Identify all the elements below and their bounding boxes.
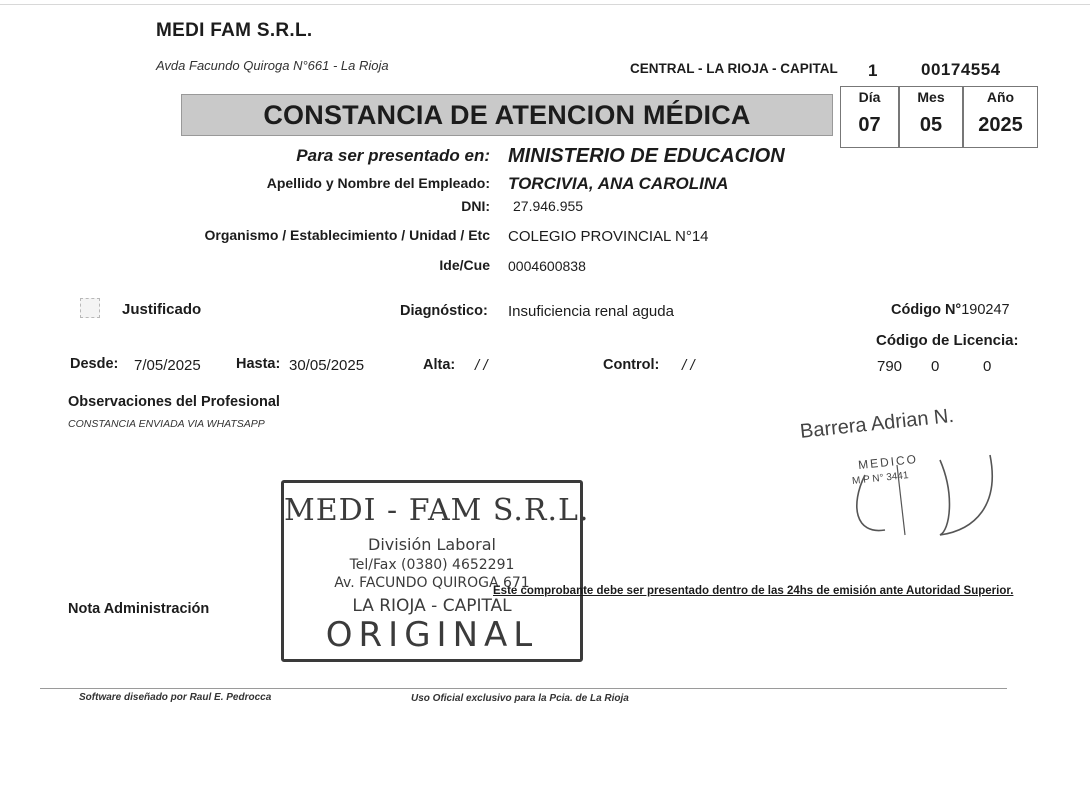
licencia-value-2: 0: [931, 358, 940, 375]
alta-value: / /: [475, 357, 488, 374]
notice-text: Este comprobante debe ser presentado dentro de las 24hs de emisión ante Autoridad Superior.: [493, 585, 1014, 597]
top-border-line: [0, 4, 1090, 5]
stamp-line-1: MEDI - FAM S.R.L.: [284, 493, 590, 528]
ide-value: 0004600838: [508, 258, 586, 274]
licencia-label: Código de Licencia:: [876, 332, 1019, 349]
justificado-label: Justificado: [122, 301, 202, 318]
signature-scribble: [845, 435, 1005, 545]
stamp-line-3: Tel/Fax (0380) 4652291: [349, 557, 515, 573]
date-day-value: 07: [858, 114, 881, 136]
codigo-value: 190247: [961, 302, 1010, 318]
licencia-value-3: 0: [983, 358, 992, 375]
justificado-checkbox[interactable]: [80, 298, 100, 318]
org-label: Organismo / Establecimiento / Unidad / Etc: [204, 227, 490, 243]
date-year-label: Año: [986, 89, 1015, 105]
presented-value: MINISTERIO DE EDUCACION: [508, 145, 785, 167]
company-name: MEDI FAM S.R.L.: [156, 20, 313, 41]
document-title-text: CONSTANCIA DE ATENCION MÉDICA: [263, 99, 751, 130]
alta-label: Alta:: [423, 357, 456, 373]
employee-value: TORCIVIA, ANA CAROLINA: [508, 174, 729, 193]
signature-mp: M.P N° 3441: [851, 470, 910, 487]
desde-label: Desde:: [70, 356, 119, 372]
date-year-value: 2025: [978, 114, 1023, 136]
stamp-line-5: LA RIOJA - CAPITAL: [352, 596, 512, 616]
footer-center: Uso Oficial exclusivo para la Pcia. de La Rioja: [411, 693, 629, 704]
company-address: Avda Facundo Quiroga N°661 - La Rioja: [156, 58, 389, 73]
hasta-value: 30/05/2025: [289, 357, 365, 374]
date-month-label: Mes: [917, 89, 945, 105]
desde-value: 7/05/2025: [134, 357, 201, 374]
date-month-value: 05: [919, 114, 943, 136]
document-number: 00174554: [921, 60, 1001, 79]
dni-value: 27.946.955: [513, 198, 584, 214]
stamp-line-2: División Laboral: [368, 535, 496, 554]
signature-name: Barrera Adrian N.: [799, 404, 955, 443]
dni-label: DNI:: [461, 198, 490, 214]
employee-label: Apellido y Nombre del Empleado:: [266, 175, 490, 191]
control-label: Control:: [603, 357, 660, 373]
company-stamp: [281, 480, 590, 662]
stamp-line-6: ORIGINAL: [325, 615, 539, 655]
location-label: CENTRAL - LA RIOJA - CAPITAL: [630, 61, 838, 76]
signature-title: MEDICO: [857, 451, 919, 473]
footer-divider: [40, 688, 1007, 689]
observations-label: Observaciones del Profesional: [68, 394, 280, 410]
hasta-label: Hasta:: [236, 356, 281, 372]
nota-label: Nota Administración: [68, 601, 210, 617]
presented-label: Para ser presentado en:: [296, 146, 490, 165]
observations-value: CONSTANCIA ENVIADA VIA WHATSAPP: [68, 418, 265, 430]
date-month-box: [899, 86, 963, 148]
date-year-box: [963, 86, 1038, 148]
codigo-number: [891, 302, 1010, 318]
footer-left: Software diseñado por Raul E. Pedrocca: [79, 692, 272, 703]
stamp-line-4: Av. FACUNDO QUIROGA 671: [334, 575, 530, 591]
diagnosis-value: Insuficiencia renal aguda: [508, 303, 674, 320]
date-day-box: [840, 86, 899, 148]
ide-label: Ide/Cue: [439, 257, 490, 273]
diagnosis-label: Diagnóstico:: [400, 303, 488, 319]
codigo-label: Código N°: [891, 302, 962, 318]
org-value: COLEGIO PROVINCIAL N°14: [508, 228, 709, 245]
copy-number: 1: [868, 61, 878, 80]
licencia-value-1: 790: [877, 358, 903, 375]
document-title: [181, 94, 833, 136]
control-value: / /: [682, 357, 695, 374]
date-day-label: Día: [858, 89, 881, 105]
